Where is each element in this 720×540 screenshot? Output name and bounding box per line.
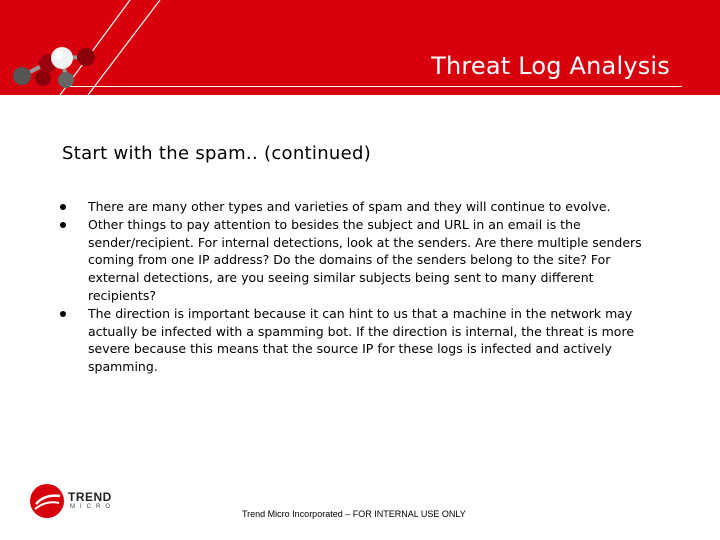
bullet-text: Other things to pay attention to besides the subject and URL in an email is the sender/recipient. For internal detections, look at the senders. Are there multiple senders coming from one IP address? Do the domains of the senders belong to the site? For external detections, are you seeing similar subjects being sent to many different recipients? [88,216,642,303]
trend-micro-logo [30,484,150,524]
bullet-list [60,198,660,376]
bullet-icon [60,311,66,317]
bullet-icon [60,204,66,210]
logo-word: TREND [68,490,112,504]
logo-sub: MICRO [70,504,115,510]
bullet-icon [60,222,66,228]
bullet-item [60,216,660,305]
header-underline [70,86,682,87]
bullet-item [60,198,660,216]
bullet-text: There are many other types and varieties of spam and they will continue to evolve. [88,199,611,214]
header-title: Threat Log Analysis [431,52,670,80]
footer-text: Trend Micro Incorporated – FOR INTERNAL USE ONLY [242,509,466,519]
bullet-item [60,305,660,376]
header-band [0,0,720,95]
bullet-text: The direction is important because it can hint to us that a machine in the network may actually be infected with a spamming bot. If the direction is internal, the threat is more severe because this means that the source IP for these logs is infected and actively spamming. [88,305,635,375]
slide-title: Start with the spam.. (continued) [62,143,372,164]
logo-circle-icon [30,484,64,518]
molecule-icon [0,0,110,95]
